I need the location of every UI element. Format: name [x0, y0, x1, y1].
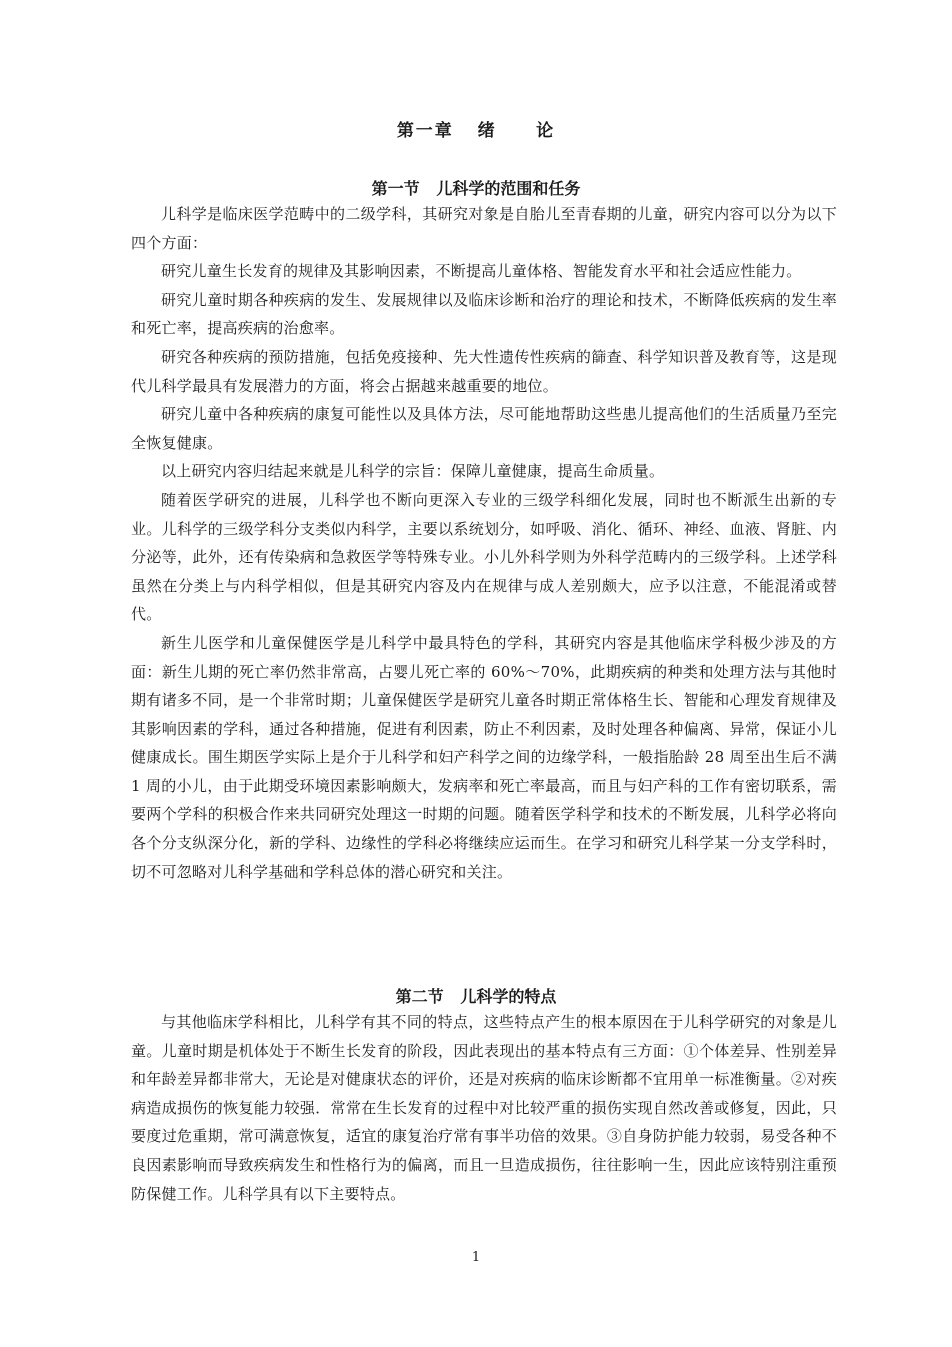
chapter-title: 第一章 绪 论 — [396, 121, 556, 141]
paragraph: 与其他临床学科相比，儿科学有其不同的特点，这些特点产生的根本原因在于儿科学研究的对象是儿童。儿童时期是机体处于不断生长发育的阶段，因此表现出的基本特点有三方面：①个体差异、性别差异和年龄差异都非常大，无论是对健康状态的评价，还是对疾病的临床诊断都不宜用单一标准衡量。②对疾病造成损伤的恢复能力较强．常常在生长发育的过程中对比较严重的损伤实现自然改善或修复，因此，只要度过危重期，常可满意恢复，适宜的康复治疗常有事半功倍的效果。③自身防护能力较弱，易受各种不良因素影响而导致疾病发生和性格行为的偏离，而且一旦造成损伤，往往影响一生，因此应该特别注重预防保健工作。儿科学具有以下主要特点。 — [131, 1013, 837, 1203]
section-title-1: 第一节 儿科学的范围和任务 — [371, 179, 581, 198]
section-1-body — [131, 200, 837, 886]
section-2-body — [131, 1008, 837, 1208]
section-title-2: 第二节 儿科学的特点 — [395, 987, 557, 1006]
paragraph: 研究各种疾病的预防措施，包括免疫接种、先大性遗传性疾病的篩查、科学知识普及教育等，这是现代儿科学最具有发展潜力的方面，将会占据越来越重要的地位。 — [131, 347, 837, 395]
paragraph: 随着医学研究的进展，儿科学也不断向更深入专业的三级学科细化发展，同时也不断派生出新的专业。儿科学的三级学科分支类似内科学，主要以系统划分，如呼吸、消化、循环、神经、血液、肾脏、内分泌等，此外，还有传染病和急救医学等特殊专业。小儿外科学则为外科学范畴内的三级学科。上述学科虽然在分类上与内科学相似，但是其研究内容及内在规律与成人差别颇大，应予以注意，不能混淆或替代。 — [131, 490, 837, 624]
paragraph: 研究儿童中各种疾病的康复可能性以及具体方法，尽可能地帮助这些患儿提高他们的生活质量乃至完全恢复健康。 — [131, 405, 837, 452]
paragraph: 新生儿医学和儿童保健医学是儿科学中最具特色的学科，其研究内容是其他临床学科极少涉及的方面：新生儿期的死亡率仍然非常高，占婴儿死亡率的 60%～70%，此期疾病的种类和处理方法与其他时期有诸多不同，是一个非常时期；儿童保健医学是研究儿童各时期正常体格生长、智能和心理发育规律及其影响因素的学科，通过各种措施，促进有利因素，防止不利因素，及时处理各种偏离、异常，保证小儿健康成长。围生期医学实际上是介于儿科学和妇产科学之间的边缘学科，一般指胎龄 28 周至出生后不满 1 周的小儿，由于此期受环境因素影响颇大，发病率和死亡率最高，而且与妇产科的工作有密切联系，需要两个学科的积极合作来共同研究处理这一时期的问题。随着医学科学和技术的不断发展，儿科学必将向各个分支纵深分化，新的学科、边缘性的学科必将继续应运而生。在学习和研究儿科学某一分支学科时，切不可忽略对儿科学基础和学科总体的潜心研究和关注。 — [131, 633, 837, 881]
page-number: 1 — [471, 1250, 481, 1265]
paragraph: 研究儿童时期各种疾病的发生、发展规律以及临床诊断和治疗的理论和技术，不断降低疾病的发生率和死亡率，提高疾病的治愈率。 — [131, 290, 837, 338]
paragraph: 以上研究内容归结起来就是儿科学的宗旨：保障儿童健康，提高生命质量。 — [161, 462, 665, 481]
paragraph: 儿科学是临床医学范畴中的二级学科，其研究对象是自胎儿至青春期的儿童，研究内容可以分为以下四个方面： — [131, 205, 837, 252]
paragraph: 研究儿童生长发育的规律及其影响因素，不断提高儿童体格、智能发育水平和社会适应性能力。 — [161, 262, 802, 281]
